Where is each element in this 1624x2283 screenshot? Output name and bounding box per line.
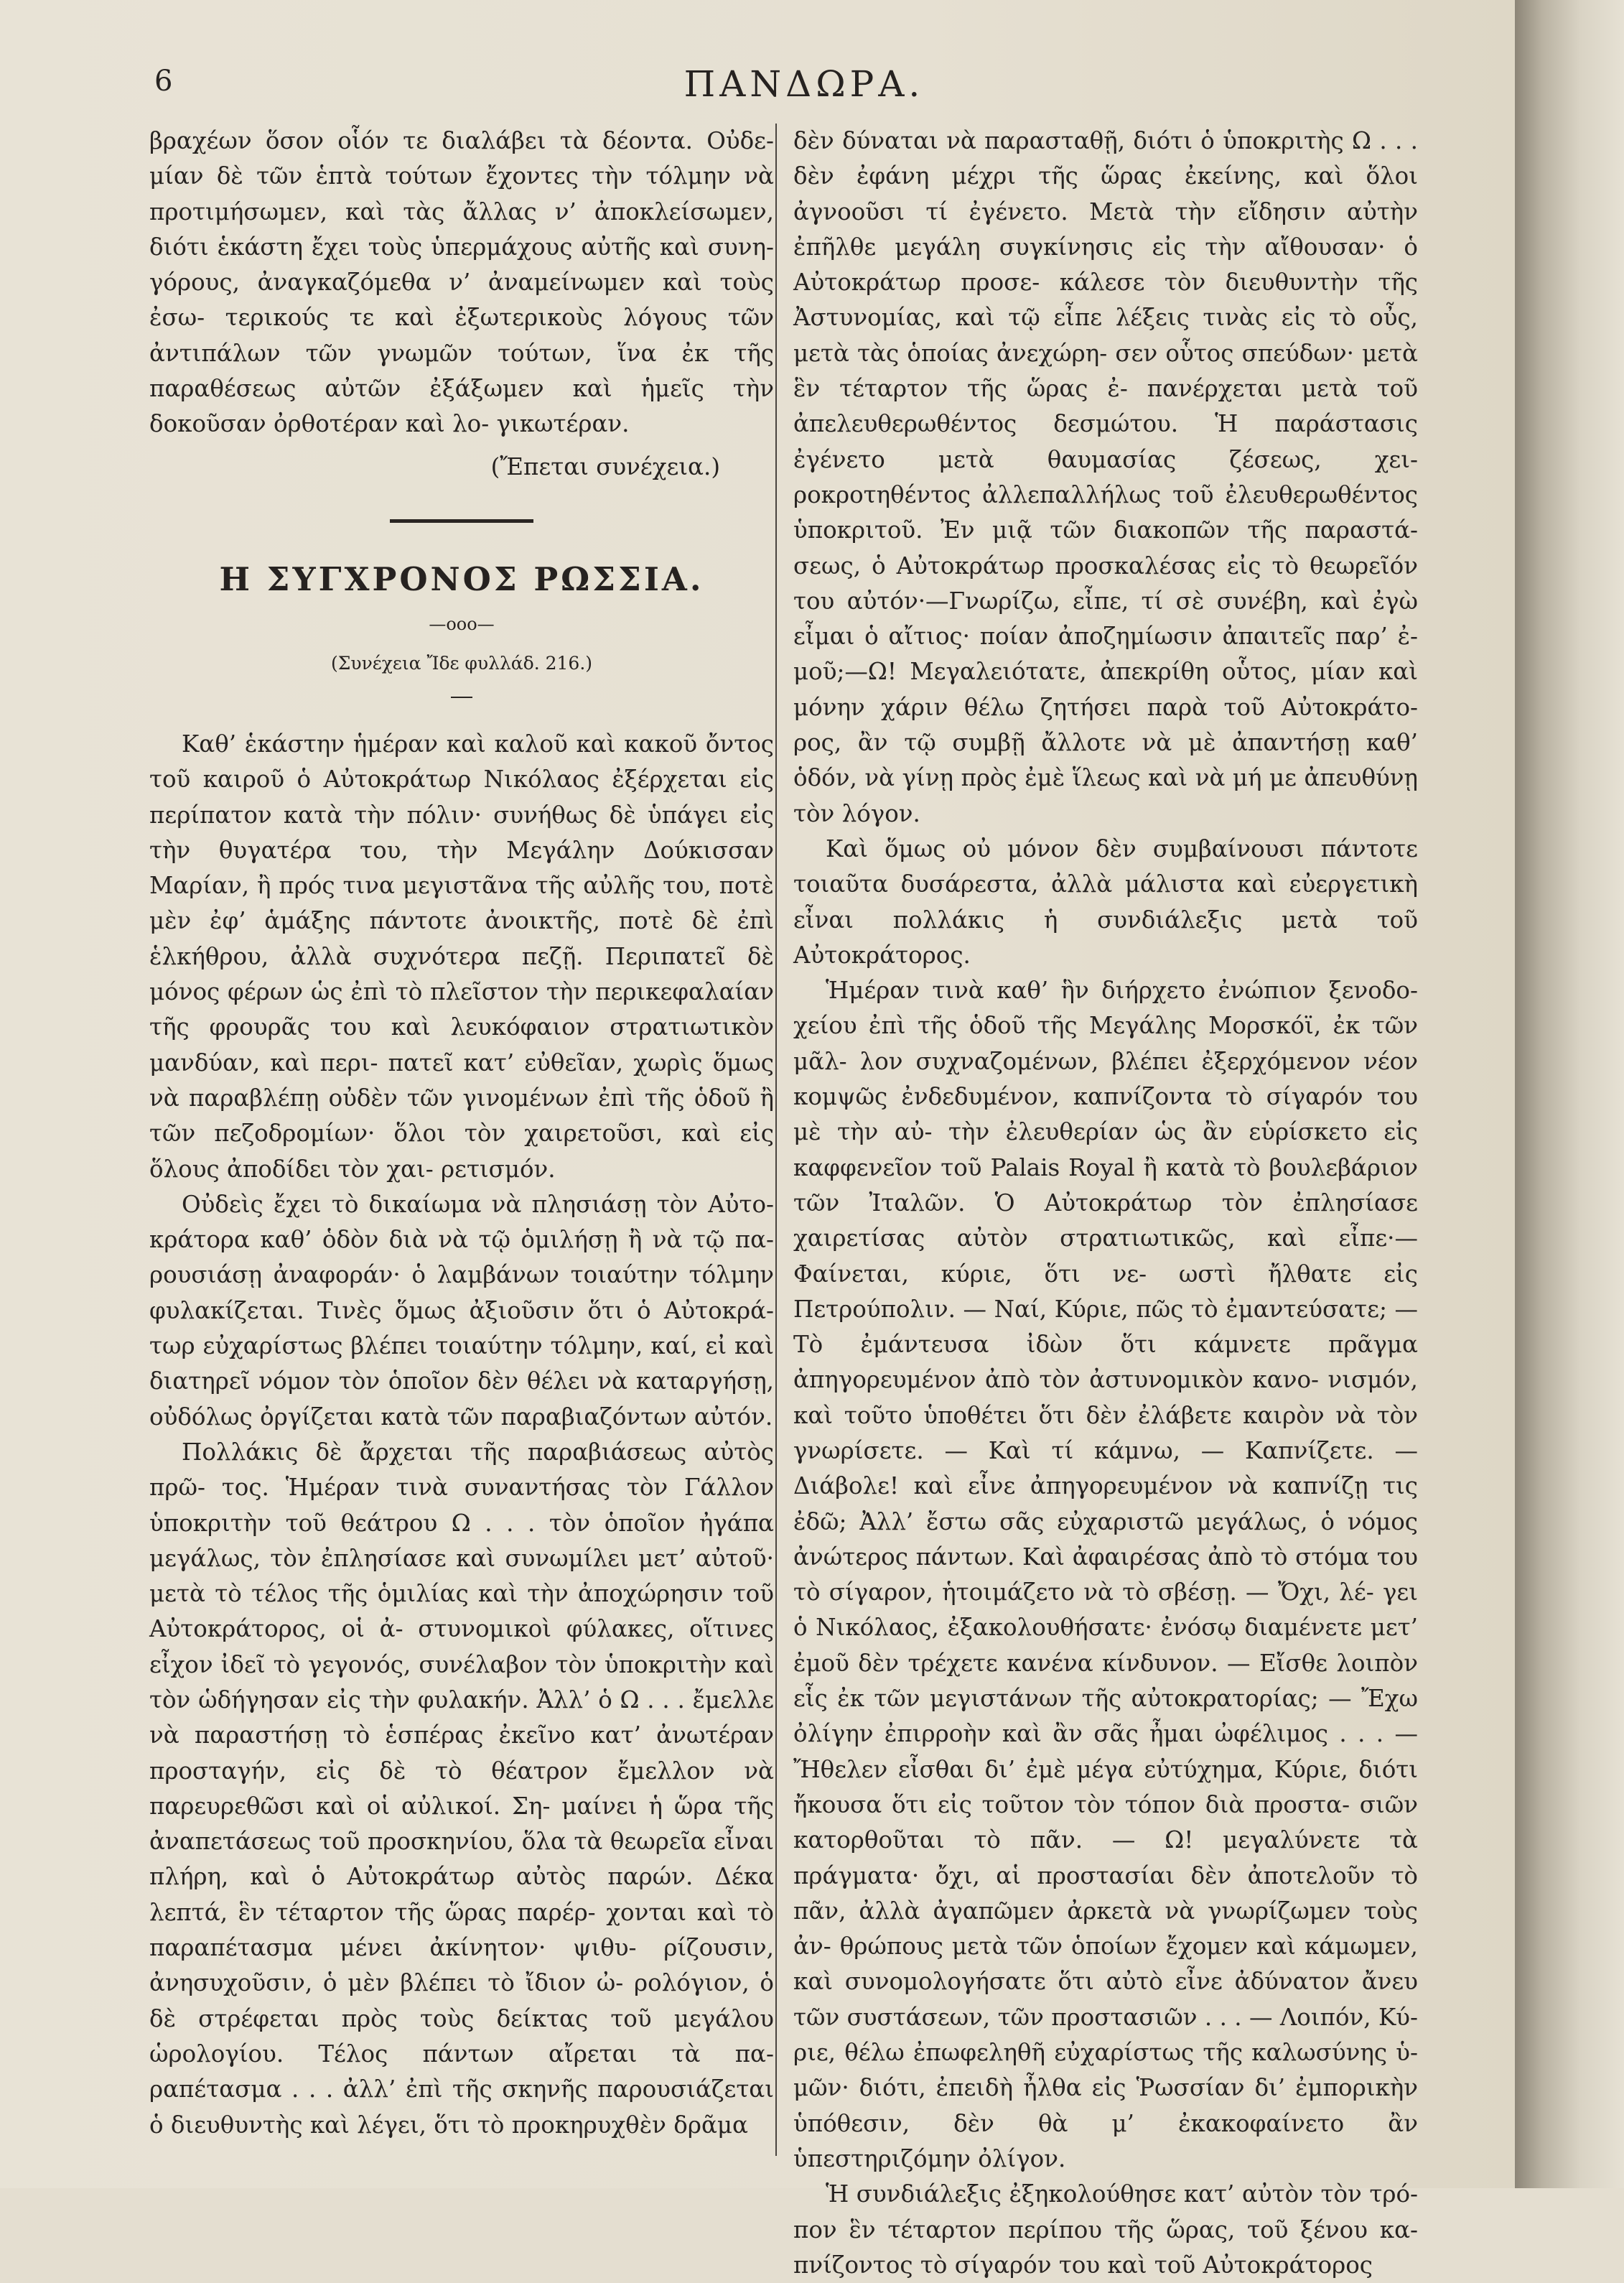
short-dash [451,697,472,698]
book-gutter [1515,0,1624,2188]
source-reference: (Συνέχεια Ἴδε φυλλάδ. 216.) [330,652,593,674]
page-number: 6 [154,65,173,98]
article-title: Η ΣΥΓΧΡΟΝΟΣ ΡΩΣΣΙΑ. [219,559,704,598]
article-paragraph: Πολλάκις δὲ ἄρχεται τῆς παραβιάσεως αὐτὸς πρῶ- τος. Ἡμέραν τινὰ συναντήσας τὸν Γάλλον ὑποκριτὴν τοῦ θεάτρου Ω . . . τὸν ὁποῖον ἠγάπα μεγάλως, τὸν ἐπλησίασε καὶ συνωμίλει μετ’ αὐτοῦ· μετὰ τὸ τέλος τῆς ὁμιλίας καὶ τὴν ἀποχώρησιν τοῦ Αὐτοκράτορος, οἱ ἀ- στυνομικοὶ φύλακες, οἵτινες εἶχον ἰδεῖ τὸ γεγονός, συνέλαβον τὸν ὑποκριτὴν καὶ τὸν ὡδήγησαν εἰς τὴν φυλακήν. Ἀλλ’ ὁ Ω . . . ἔμελλε νὰ παραστήσῃ τὸ ἑσπέρας ἐκεῖνο κατ’ ἀνωτέραν προσταγήν, εἰς δὲ τὸ θέατρον ἔμελλον νὰ παρευρεθῶσι καὶ οἱ αὐλικοί. Ση- μαίνει ἡ ὥρα τῆς ἀναπετάσεως τοῦ προσκηνίου, ὅλα τὰ θεωρεῖα εἶναι πλήρη, καὶ ὁ Αὐτοκράτωρ αὐτὸς παρών. Δέκα λεπτά, ἓν τέταρτον τῆς ὥρας παρέρ- χονται καὶ τὸ παραπέτασμα μένει ἀκίνητον· ψιθυ- ρίζουσιν, ἀνησυχοῦσιν, ὁ μὲν βλέπει τὸ ἴδιον ὠ- ρολόγιον, ὁ δὲ στρέφεται πρὸς τοὺς δείκτας τοῦ μεγάλου ὡρολογίου. Τέλος πάντων αἴρεται τὰ πα- ραπέτασμα . . . ἀλλ’ ἐπὶ τῆς σκηνῆς παρουσιάζεται ὁ διευθυντὴς καὶ λέγει, ὅτι τὸ προκηρυχθὲν δρᾶμα [149,1438,774,2139]
journal-title: ΠΑΝΔΩΡΑ. [683,63,925,105]
article-paragraph: Οὐδεὶς ἔχει τὸ δικαίωμα νὰ πλησιάσῃ τὸν Αὐτο- κράτορα καθ’ ὁδὸν διὰ νὰ τῷ ὁμιλήσῃ ἢ νὰ τῷ πα- ρουσιάσῃ ἀναφοράν· ὁ λαμβάνων τοιαύτην τόλμην φυλακίζεται. Τινὲς ὅμως ἀξιοῦσιν ὅτι ὁ Αὐτοκρά- τωρ εὐχαρίστως βλέπει τοιαύτην τόλμην, καί, εἰ καὶ διατηρεῖ νόμον τὸν ὁποῖον δὲν θέλει νὰ καταργήσῃ, οὐδόλως ὀργίζεται κατὰ τῶν παραβιαζόντων αὐτόν. [149,1190,774,1431]
article-paragraph: Ἡμέραν τινὰ καθ’ ἣν διήρχετο ἐνώπιον ξενοδο- χείου ἐπὶ τῆς ὁδοῦ τῆς Μεγάλης Μορσκόϊ, ἐκ τῶν μᾶλ- λον συχναζομένων, βλέπει ἐξερχόμενον νέον κομψῶς ἐνδεδυμένον, καπνίζοντα τὸ σίγαρόν του μὲ τὴν αὐ- τὴν ἐλευθερίαν ὡς ἂν εὑρίσκετο εἰς καφφενεῖον τοῦ Palais Royal ἢ κατὰ τὸ βουλεβάριον τῶν Ἰταλῶν. Ὁ Αὐτοκράτωρ τὸν ἐπλησίασε χαιρετίσας αὐτὸν στρατιωτικῶς, καὶ εἶπε·—Φαίνεται, κύριε, ὅτι νε- ωστὶ ἤλθατε εἰς Πετρούπολιν. — Ναί, Κύριε, πῶς τὸ ἐμαντεύσατε; — Τὸ ἐμάντευσα ἰδὼν ὅτι κάμνετε πρᾶγμα ἀπηγορευμένον ἀπὸ τὸν ἀστυνομικὸν κανο- νισμόν, καὶ τοῦτο ὑποθέτει ὅτι δὲν ἐλάβετε καιρὸν νὰ τὸν γνωρίσετε. — Καὶ τί κάμνω, — Καπνίζετε. — Διάβολε! καὶ εἶνε ἀπηγορευμένον νὰ καπνίζῃ τις ἐδῶ; Ἀλλ’ ἔστω σᾶς εὐχαριστῶ μεγάλως, ὁ νόμος ἀνώτερος πάντων. Καὶ ἀφαιρέσας ἀπὸ τὸ στόμα του τὸ σίγαρον, ἡτοιμάζετο νὰ τὸ σβέσῃ. — Ὄχι, λέ- γει ὁ Νικόλαος, ἐξακολουθήσατε· ἐνόσῳ διαμένετε μετ’ ἐμοῦ δὲν τρέχετε κανένα κίνδυνον. — Εἴσθε λοιπὸν εἷς ἐκ τῶν μεγιστάνων τῆς αὐτοκρατορίας; — Ἔχω ὀλίγην ἐπιρροὴν καὶ ἂν σᾶς ἦμαι ὠφέλιμος . . . — Ἤθελεν εἶσθαι δι’ ἐμὲ μέγα εὐτύχημα, Κύριε, διότι ἤκουσα ὅτι εἰς τοῦτον τὸν τόπον διὰ προστα- σιῶν κατορθοῦται τὸ πᾶν. — Ω! μεγαλύνετε τὰ πράγματα· ὄχι, αἱ προστασίαι δὲν ἀποτελοῦν τὸ πᾶν, ἀλλὰ ἀγαπῶμεν ἀρκετὰ νὰ γνωρίζωμεν τοὺς ἀν- θρώπους μετὰ τῶν ὁποίων ἔχομεν καὶ κάμωμεν, καὶ συνομολογήσατε ὅτι αὐτὸ εἶνε ἀδύνατον ἄνευ τῶν συστάσεων, τῶν προστασιῶν . . . — Λοιπόν, Κύ- ριε, θέλω ἐπωφεληθῆ εὐχαρίστως τῆς καλωσύνης ὑ- μῶν· διότι, ἐπειδὴ ἦλθα εἰς Ῥωσσίαν δι’ ἐμπορικὴν ὑπόθεσιν, δὲν θὰ μ’ ἐκακοφαίνετο ἂν ὑπεστηριζόμην ὀλίγον. [793,977,1418,2172]
column-divider [775,124,777,2156]
article-paragraph: Ἡ συνδιάλεξις ἐξηκολούθησε κατ’ αὐτὸν τὸν τρό- πον ἓν τέταρτον περίπου τῆς ὥρας, τοῦ ξένου κα- πνίζοντος τὸ σίγαρόν του καὶ τοῦ Αὐτοκράτορος [793,2180,1418,2279]
section-divider [390,519,533,523]
article-paragraph: δὲν δύναται νὰ παρασταθῇ, διότι ὁ ὑποκριτὴς Ω . . . δὲν ἐφάνη μέχρι τῆς ὥρας ἐκείνης, καὶ ὅλοι ἀγνοοῦσι τί ἐγένετο. Μετὰ τὴν εἴδησιν αὐτὴν ἐπῆλθε μεγάλη συγκίνησις εἰς τὴν αἴθουσαν· ὁ Αὐτοκράτωρ προσε- κάλεσε τὸν διευθυντὴν τῆς Ἀστυνομίας, καὶ τῷ εἶπε λέξεις τινὰς εἰς τὸ οὖς, μετὰ τὰς ὁποίας ἀνεχώρη- σεν οὗτος σπεύδων· μετὰ ἓν τέταρτον τῆς ὥρας ἐ- πανέρχεται μετὰ τοῦ ἀπελευθερωθέντος δεσμώτου. Ἡ παράστασις ἐγένετο μετὰ θαυμασίας ζέσεως, χει- ροκροτηθέντος ἀλλεπαλλήλως τοῦ ἐλευθερωθέντος ὑποκριτοῦ. Ἐν μιᾷ τῶν διακοπῶν τῆς παραστά- σεως, ὁ Αὐτοκράτωρ προσκαλέσας εἰς τὸ θεωρεῖόν του αὐτόν·—Γνωρίζω, εἶπε, τί σὲ συνέβη, καὶ ἐγὼ εἶμαι ὁ αἴτιος· ποίαν ἀποζημίωσιν ἀπαιτεῖς παρ’ ἐ- μοῦ;—Ω! Μεγαλειότατε, ἀπεκρίθη οὗτος, μίαν καὶ μόνην χάριν θέλω ζητήσει παρὰ τοῦ Αὐτοκράτο- ρος, ἂν τῷ συμβῇ ἄλλοτε νὰ μὲ ἀπαντήσῃ καθ’ ὁδόν, νὰ γίνῃ πρὸς ἐμὲ ἵλεως καὶ νὰ μή με ἀπευθύνῃ τὸν λόγον. [793,127,1418,827]
article-paragraph: Καθ’ ἑκάστην ἡμέραν καὶ καλοῦ καὶ κακοῦ ὄντος τοῦ καιροῦ ὁ Αὐτοκράτωρ Νικόλαος ἐξέρχεται εἰς περίπατον κατὰ τὴν πόλιν· συνήθως δὲ ὑπάγει εἰς τὴν θυγατέρα του, τὴν Μεγάλην Δούκισσαν Μαρίαν, ἢ πρός τινα μεγιστᾶνα τῆς αὐλῆς του, ποτὲ μὲν ἐφ’ ἁμάξης πάντοτε ἀνοικτῆς, ποτὲ δὲ ἐπὶ ἑλκήθρου, ἀλλὰ συχνότερα πεζῇ. Περιπατεῖ δὲ μόνος φέρων ὡς ἐπὶ τὸ πλεῖστον τὴν περικεφαλαίαν τῆς φρουρᾶς του καὶ λευκόφαιον στρατιωτικὸν μανδύαν, καὶ περι- πατεῖ κατ’ εὐθεῖαν, χωρὶς ὅμως νὰ παραβλέπῃ οὐδὲν τῶν γινομένων ἐπὶ τῆς ὁδοῦ ἢ τῶν πεζοδρομίων· ὅλοι τὸν χαιρετοῦσι, καὶ εἰς ὅλους ἀποδίδει τὸν χαι- ρετισμόν. [149,730,774,1183]
continued-note: (Ἔπεται συνέχεια.) [490,452,720,480]
article-paragraph: Καὶ ὅμως οὐ μόνον δὲν συμβαίνουσι πάντοτε τοιαῦτα δυσάρεστα, ἀλλὰ μάλιστα καὶ εὐεργετικὴ εἶναι πολλάκις ἡ συνδιάλεξις μετὰ τοῦ Αὐτοκράτορος. [793,834,1418,969]
right-column [793,124,1418,2283]
opening-paragraph: βραχέων ὅσον οἷόν τε διαλάβει τὰ δέοντα. Οὐδε- μίαν δὲ τῶν ἑπτὰ τούτων ἔχοντες τὴν τόλμην νὰ προτιμήσωμεν, καὶ τὰς ἄλλας ν’ ἀποκλείσωμεν, διότι ἑκάστη ἔχει τοὺς ὑπερμάχους αὐτῆς καὶ συνη- γόρους, ἀναγκαζόμεθα ν’ ἀναμείνωμεν καὶ τοὺς ἐσω- τερικούς τε καὶ ἐξωτερικοὺς λόγους τῶν ἀντιπάλων τῶν γνωμῶν τούτων, ἵνα ἐκ τῆς παραθέσεως αὐτῶν ἐξάξωμεν καὶ ἡμεῖς τὴν δοκοῦσαν ὀρθοτέραν καὶ λο- γικωτέραν. [149,127,774,438]
title-ornament: —ooo— [429,613,495,634]
left-column [149,124,774,2143]
